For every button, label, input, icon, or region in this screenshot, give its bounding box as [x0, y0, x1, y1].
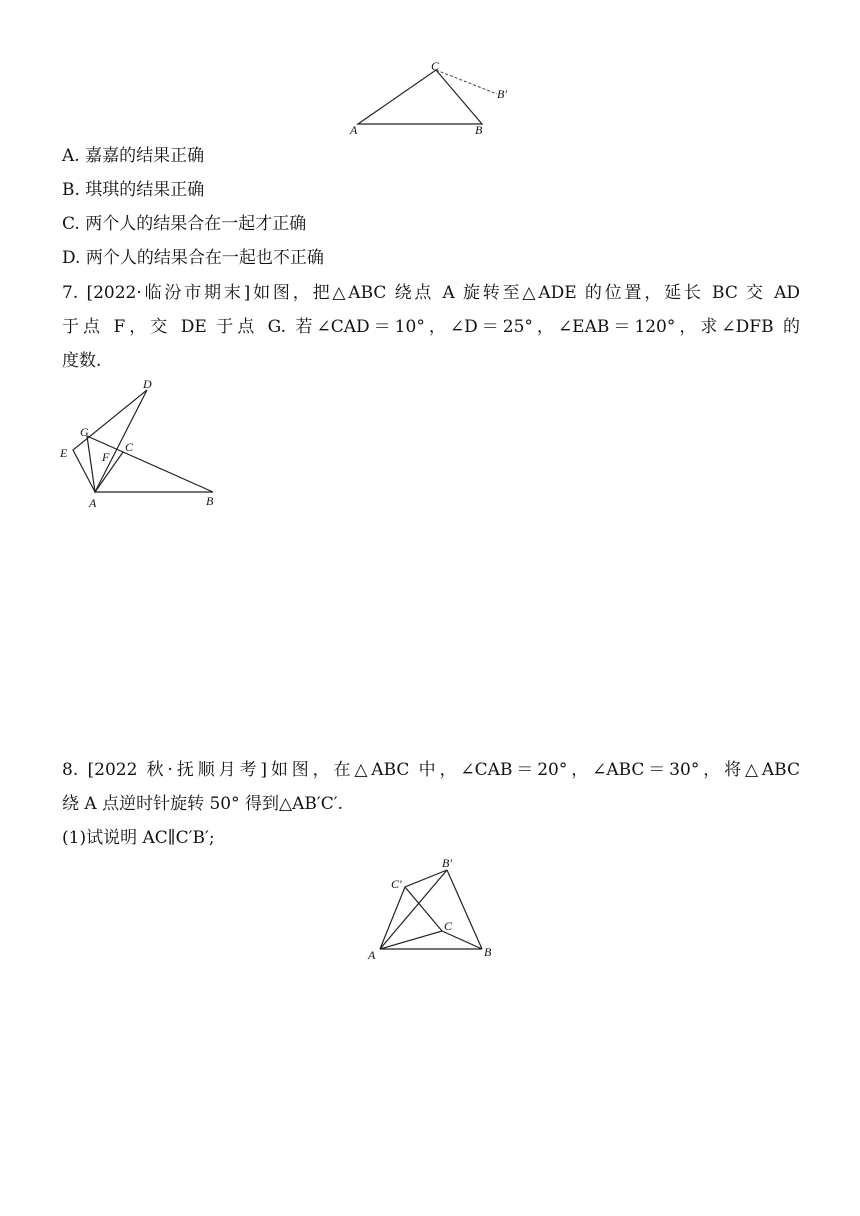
label-A: A	[350, 123, 358, 137]
option-c: C. 两个人的结果合在一起才正确	[62, 214, 307, 234]
label-D: D	[143, 377, 152, 391]
option-a: A. 嘉嘉的结果正确	[62, 146, 205, 166]
figure-triangle-abc-top	[340, 58, 530, 138]
label-B: B	[484, 945, 492, 959]
option-b: B. 琪琪的结果正确	[62, 180, 205, 200]
label-C: C	[444, 919, 453, 933]
label-G: G	[80, 425, 89, 439]
label-F: F	[102, 450, 110, 464]
label-B: B	[475, 123, 483, 137]
label-C: C	[431, 59, 440, 73]
figure-rotation-ade	[55, 375, 230, 515]
label-A: A	[89, 496, 97, 510]
label-E: E	[60, 446, 68, 460]
label-B-prime: B′	[497, 87, 507, 101]
label-A: A	[368, 948, 376, 962]
label-C: C	[125, 440, 134, 454]
q7-line-1: 7. [2022·临汾市期末]如图，把△ABC 绕点 A 旋转至△ADE 的位置，延长 BC 交 AD	[62, 283, 800, 303]
q7-line-2: 于点 F，交 DE 于点 G. 若∠CAD＝10°，∠D＝25°，∠EAB＝120°，求∠DFB 的	[62, 317, 800, 337]
label-C-prime: C′	[391, 877, 402, 891]
figure-rotation-abprime	[360, 852, 505, 967]
q8-line-3: (1)试说明 AC∥C′B′;	[62, 828, 215, 848]
q8-line-2: 绕 A 点逆时针旋转 50° 得到△AB′C′.	[62, 794, 343, 814]
q8-line-1: 8. [2022 秋·抚顺月考]如图，在△ABC 中，∠CAB＝20°，∠ABC＝30°，将△ABC	[62, 760, 800, 780]
label-B-prime: B′	[442, 856, 452, 870]
label-B: B	[206, 494, 214, 508]
option-d: D. 两个人的结果合在一起也不正确	[62, 248, 324, 268]
q7-line-3: 度数.	[62, 351, 102, 371]
